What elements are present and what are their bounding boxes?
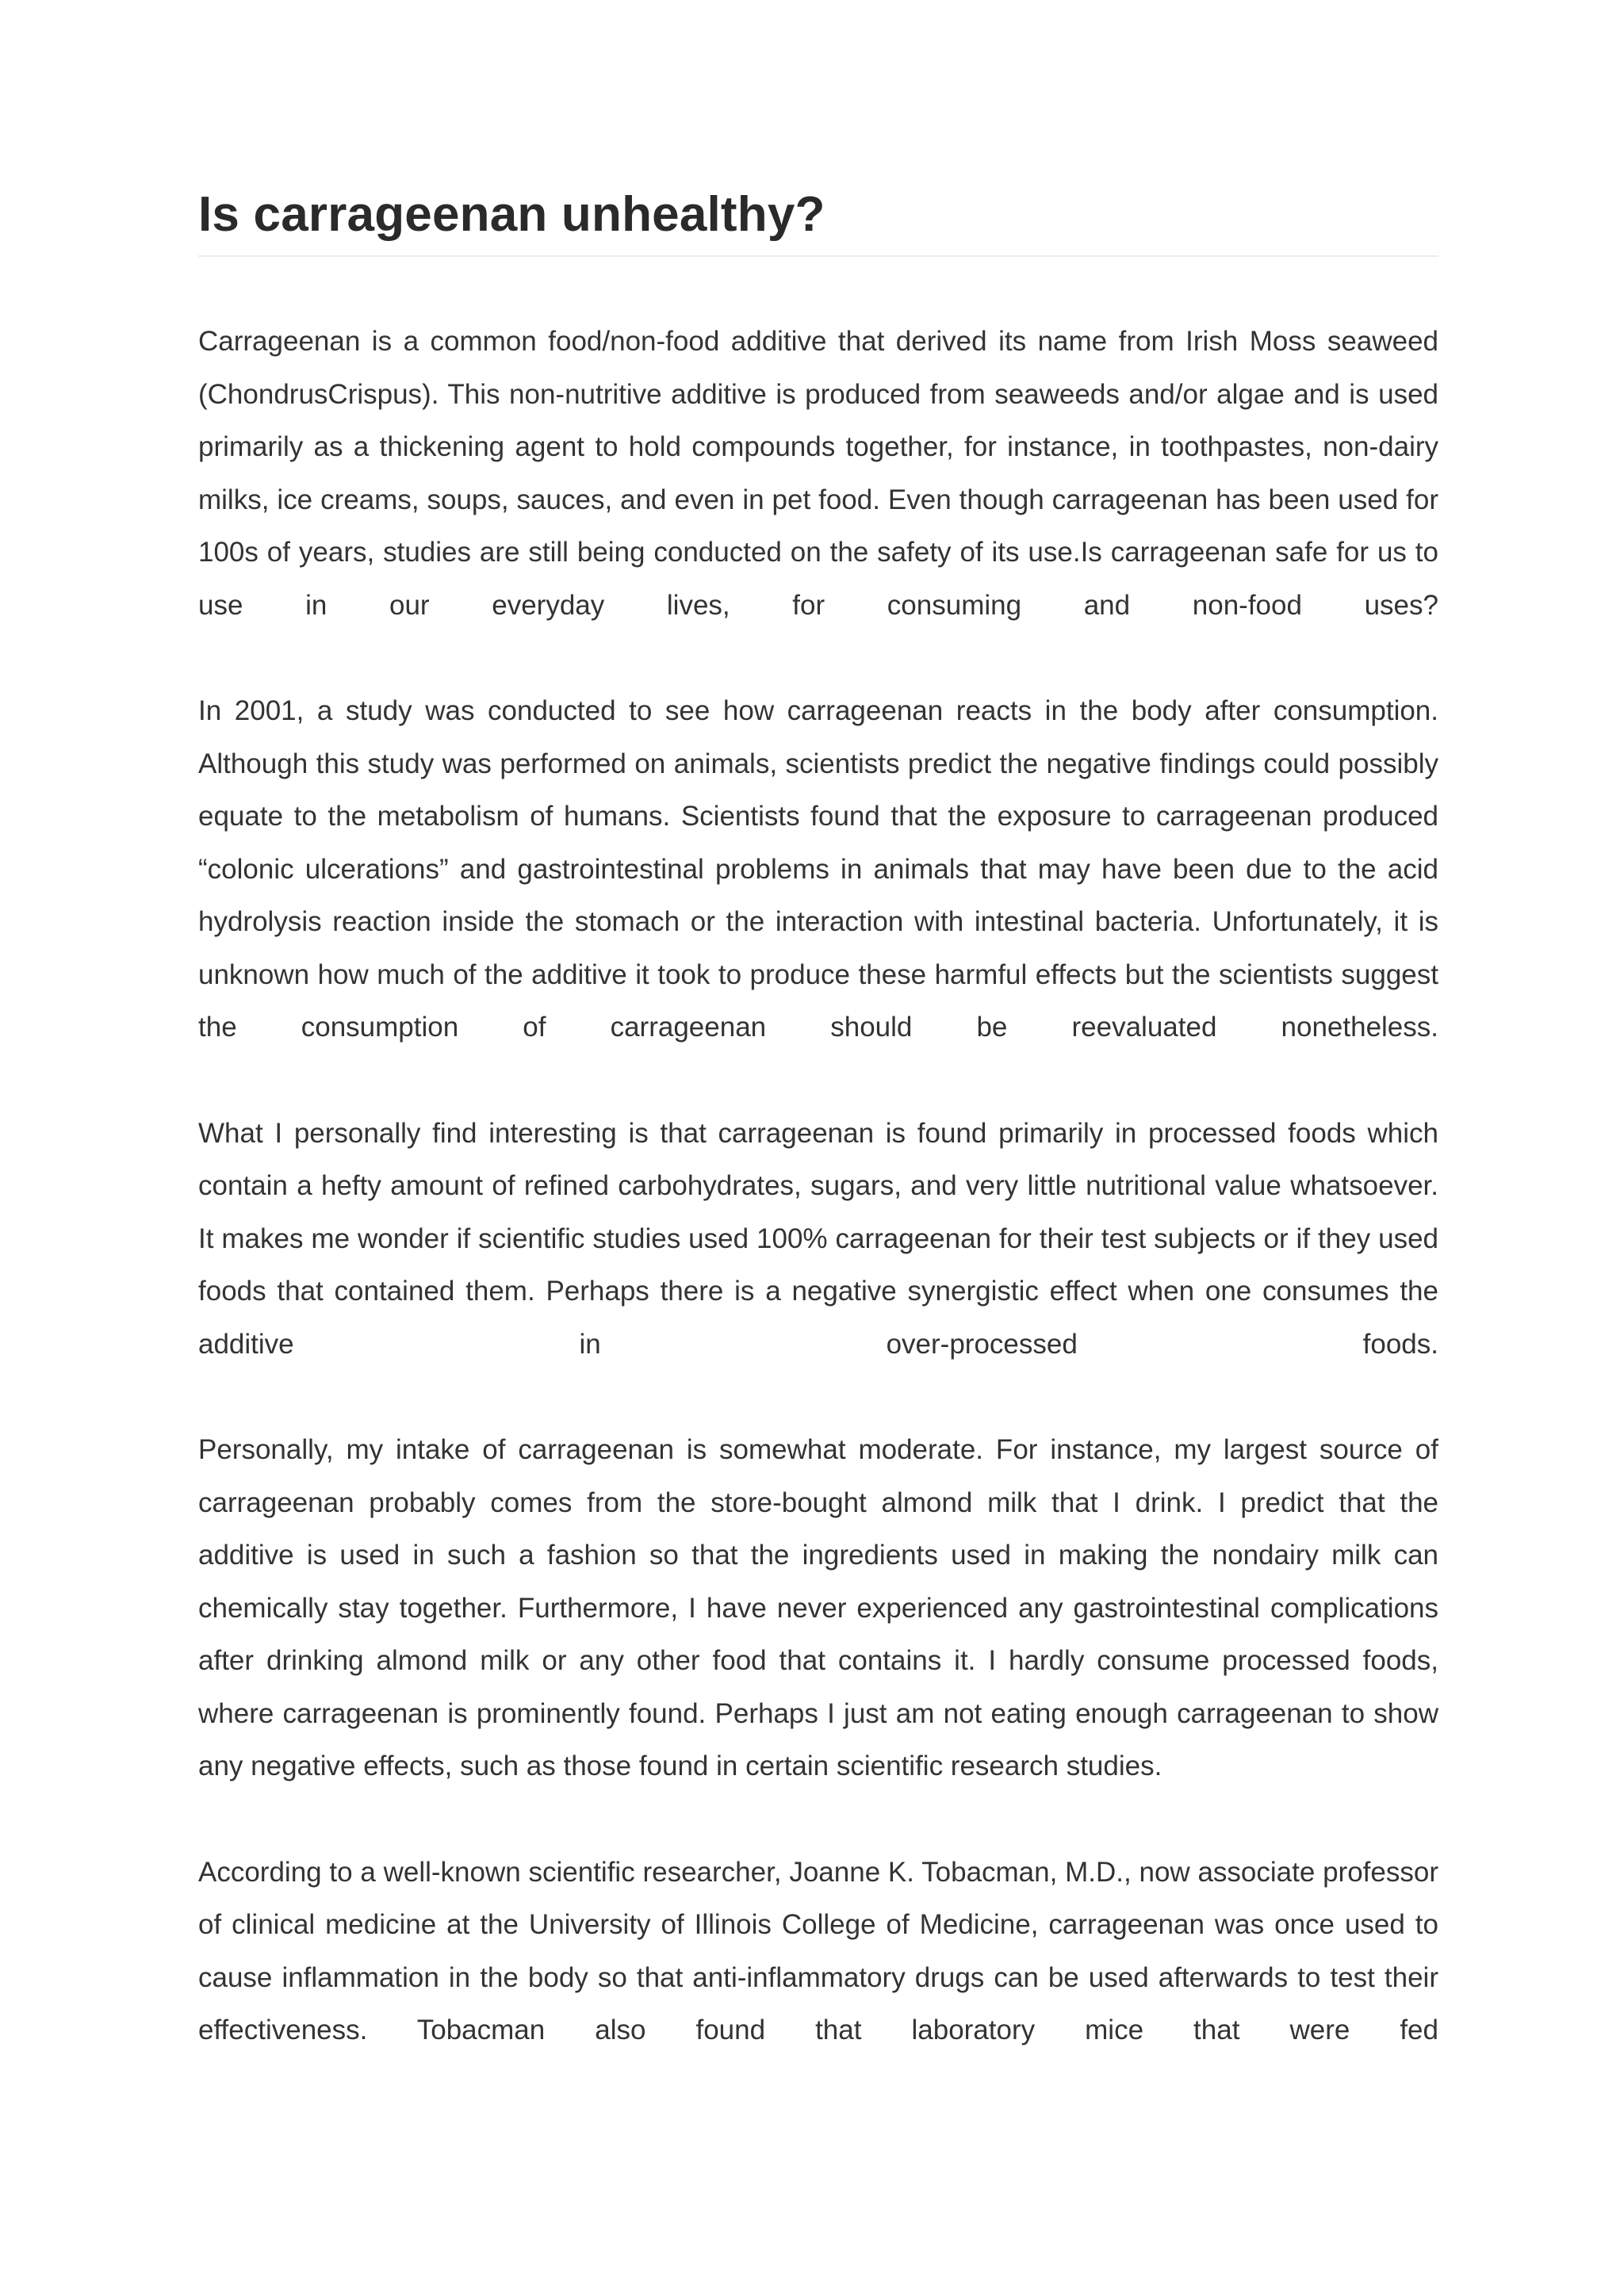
page-title: Is carrageenan unhealthy?: [198, 190, 1438, 257]
paragraph-1: Carrageenan is a common food/non-food additive that derived its name from Irish Moss seaweed (ChondrusCrispus). This non-nutritive additive is produced from seaweeds and/or algae and is used primarily as a thickening agent to hold compounds together, for instance, in toothpastes, non-dairy milks, ice creams, soups, sauces, and even in pet food. Even though carrageenan has been used for 100s of years, studies are still being conducted on the safety of its use.Is carrageenan safe for us to use in our everyday lives, for consuming and non-food uses?: [198, 326, 1438, 621]
paragraph-5: According to a well-known scientific researcher, Joanne K. Tobacman, M.D., now associate professor of clinical medicine at the University of Illinois College of Medicine, carrageenan was once used to cause inflammation in the body so that anti-inflammatory drugs can be used afterwards to test their effectiveness. Tobacman also found that laboratory mice that were fed: [198, 1856, 1438, 2045]
document-page: [198, 187, 1438, 2110]
article-body: [198, 316, 1438, 2057]
paragraph-4: Personally, my intake of carrageenan is somewhat moderate. For instance, my largest source of carrageenan probably comes from the store-bought almond milk that I drink. I predict that the additive is used in such a fashion so that the ingredients used in making the nondairy milk can chemically stay together. Furthermore, I have never experienced any gastrointestinal complications after drinking almond milk or any other food that contains it. I hardly consume processed foods, where carrageenan is prominently found. Perhaps I just am not eating enough carrageenan to show any negative effects, such as those found in certain scientific research studies.: [198, 1434, 1438, 1781]
paragraph-3: What I personally find interesting is that carrageenan is found primarily in processed foods which contain a hefty amount of refined carbohydrates, sugars, and very little nutritional value whatsoever. It makes me wonder if scientific studies used 100% carrageenan for their test subjects or if they used foods that contained them. Perhaps there is a negative synergistic effect when one consumes the additive in over-processed foods.: [198, 1117, 1438, 1360]
paragraph-2: In 2001, a study was conducted to see how carrageenan reacts in the body after consumption. Although this study was performed on animals, scientists predict the negative findings could possibly equate to the metabolism of humans. Scientists found that the exposure to carrageenan produced “colonic ulcerations” and gastrointestinal problems in animals that may have been due to the acid hydrolysis reaction inside the stomach or the interaction with intestinal bacteria. Unfortunately, it is unknown how much of the additive it took to produce these harmful effects but the scientists suggest the consumption of carrageenan should be reevaluated nonetheless.: [198, 695, 1438, 1043]
